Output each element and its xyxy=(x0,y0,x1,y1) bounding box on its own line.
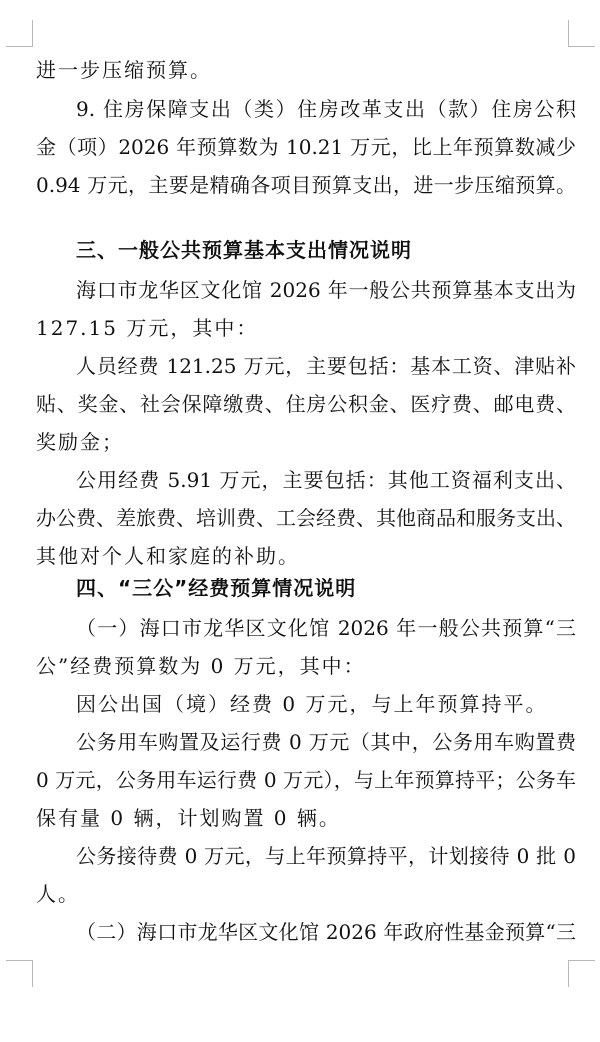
text-line: 奖励金； xyxy=(36,430,124,454)
text-line: 0.94 万元，主要是精确各项目预算支出，进一步压缩预算。 xyxy=(36,173,576,197)
section-heading: 四、“三公”经费预算情况说明 xyxy=(76,576,357,600)
crop-mark-top-right xyxy=(568,20,595,47)
text-line: 公”经费预算数为 0 万元，其中： xyxy=(36,654,366,678)
text-line: 9. 住房保障支出（类）住房改革支出（款）住房公积 xyxy=(76,97,576,121)
text-line: 其他对个人和家庭的补助。 xyxy=(36,544,300,568)
text-line: 办公费、差旅费、培训费、工会经费、其他商品和服务支出、 xyxy=(36,506,576,530)
text-line: 127.15 万元，其中： xyxy=(36,316,259,340)
crop-mark-bottom-right xyxy=(568,960,595,987)
text-line: （二）海口市龙华区文化馆 2026 年政府性基金预算“三 xyxy=(76,920,576,944)
section-heading: 三、一般公共预算基本支出情况说明 xyxy=(76,238,412,262)
text-line: 人。 xyxy=(36,882,80,906)
text-line: 金（项）2026 年预算数为 10.21 万元，比上年预算数减少 xyxy=(36,135,576,159)
text-line: 公务用车购置及运行费 0 万元（其中，公务用车购置费 xyxy=(76,730,576,754)
crop-mark-top-left xyxy=(6,20,33,47)
crop-mark-bottom-left xyxy=(6,960,33,987)
text-line: 公用经费 5.91 万元，主要包括：其他工资福利支出、 xyxy=(76,468,576,492)
text-line: 0 万元，公务用车运行费 0 万元），与上年预算持平；公务车 xyxy=(36,768,576,792)
text-line: 贴、奖金、社会保障缴费、住房公积金、医疗费、邮电费、 xyxy=(36,392,576,416)
text-line: 保有量 0 辆，计划购置 0 辆。 xyxy=(36,806,341,830)
text-line: （一）海口市龙华区文化馆 2026 年一般公共预算“三 xyxy=(76,616,576,640)
text-line: 人员经费 121.25 万元，主要包括：基本工资、津贴补 xyxy=(76,354,576,378)
text-line: 海口市龙华区文化馆 2026 年一般公共预算基本支出为 xyxy=(76,278,576,302)
text-line: 进一步压缩预算。 xyxy=(36,58,212,82)
text-line: 公务接待费 0 万元，与上年预算持平，计划接待 0 批 0 xyxy=(76,844,576,868)
text-line: 因公出国（境）经费 0 万元，与上年预算持平。 xyxy=(76,692,548,716)
